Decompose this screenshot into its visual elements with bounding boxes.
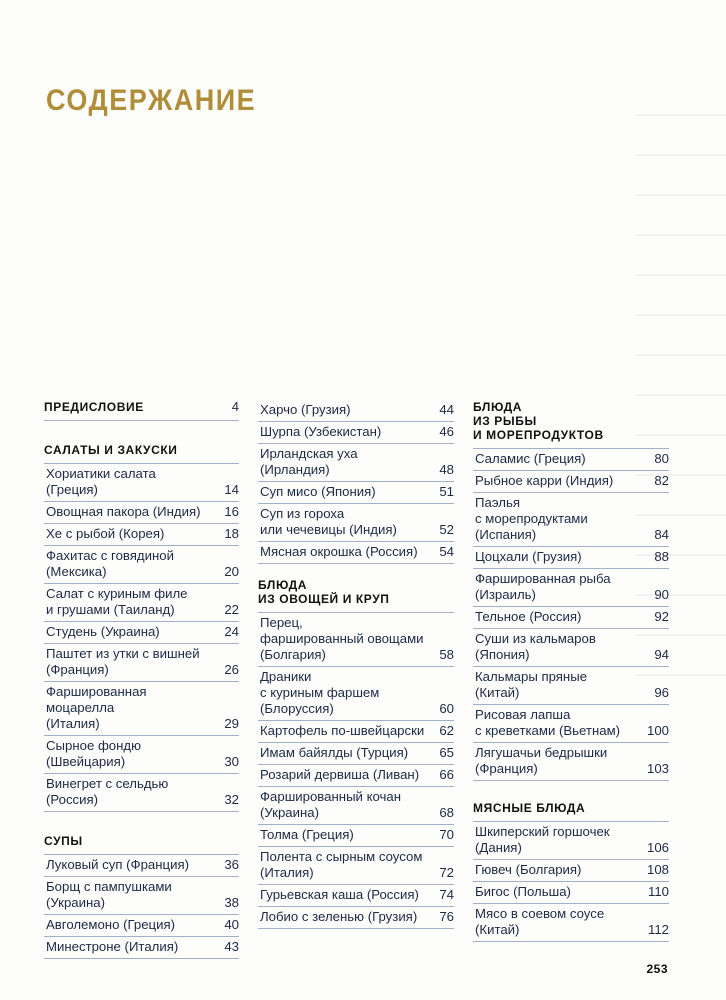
entry-title: Лягушачьи бедрышки (Франция): [475, 745, 608, 776]
entry-page-number: 22: [224, 602, 239, 617]
toc-entry[interactable]: [258, 613, 454, 667]
entry-page-number: 96: [654, 685, 669, 700]
entry-page-number: 112: [647, 922, 669, 937]
entry-page-number: 30: [224, 754, 239, 769]
entry-title: Студень (Украина): [46, 624, 160, 639]
toc-list-soups-continued: [258, 400, 454, 564]
toc-entry[interactable]: [44, 622, 239, 644]
entry-title: Авголемоно (Греция): [46, 917, 175, 932]
toc-entry[interactable]: [258, 825, 454, 847]
toc-entry[interactable]: [44, 644, 239, 682]
toc-entry[interactable]: [473, 822, 669, 860]
entry-title: Харчо (Грузия): [260, 402, 351, 417]
toc-entry[interactable]: [258, 482, 454, 504]
section-heading-soups: СУПЫ: [44, 834, 239, 855]
toc-entry[interactable]: [258, 542, 454, 564]
entry-page-number: 46: [439, 424, 454, 439]
entry-page-number: 32: [224, 792, 239, 807]
entry-page-number: 100: [646, 723, 669, 738]
entry-title: Имам байялды (Турция): [260, 745, 409, 760]
toc-entry[interactable]: [258, 444, 454, 482]
toc-entry[interactable]: [258, 422, 454, 444]
entry-page-number: 44: [439, 402, 454, 417]
entry-title: Перец, фаршированный овощами (Болгария): [260, 615, 424, 662]
section-heading-meat: МЯСНЫЕ БЛЮДА: [473, 801, 669, 822]
toc-entry[interactable]: [44, 855, 239, 877]
entry-page-number: 90: [654, 587, 669, 602]
entry-page-number: 54: [439, 544, 454, 559]
entry-title: Фаршированная моцарелла (Италия): [46, 684, 147, 731]
entry-page-number: 84: [654, 527, 669, 542]
toc-entry[interactable]: [44, 502, 239, 524]
toc-entry[interactable]: [473, 493, 669, 547]
toc-entry[interactable]: [473, 705, 669, 743]
toc-list-fish: [473, 449, 669, 781]
toc-entry[interactable]: [473, 607, 669, 629]
toc-entry[interactable]: [44, 584, 239, 622]
toc-entry[interactable]: [44, 736, 239, 774]
entry-page-number: 106: [646, 840, 669, 855]
toc-entry[interactable]: [258, 847, 454, 885]
entry-page-number: 70: [439, 827, 454, 842]
section-heading-preface[interactable]: [44, 400, 239, 421]
entry-title: Шкиперский горшочек (Дания): [475, 824, 610, 855]
toc-entry[interactable]: [473, 569, 669, 607]
page-title: СОДЕРЖАНИЕ: [46, 84, 257, 117]
entry-title: Толма (Греция): [260, 827, 354, 842]
entry-page-number: 60: [439, 701, 454, 716]
toc-entry[interactable]: [473, 667, 669, 705]
entry-title: Суп мисо (Япония): [260, 484, 376, 499]
toc-entry[interactable]: [44, 915, 239, 937]
entry-page-number: 24: [224, 624, 239, 639]
entry-title: Ирландская уха (Ирландия): [260, 446, 358, 477]
entry-page-number: 80: [654, 451, 669, 466]
entry-page-number: 26: [224, 662, 239, 677]
entry-title: Суши из кальмаров (Япония): [475, 631, 596, 662]
toc-column-3: [473, 400, 669, 942]
entry-page-number: 48: [439, 462, 454, 477]
toc-entry[interactable]: [44, 464, 239, 502]
toc-list-vegetables: [258, 613, 454, 929]
entry-page-number: 14: [224, 482, 239, 497]
entry-title: Картофель по-швейцарски: [260, 723, 425, 738]
entry-page-number: 43: [224, 939, 239, 954]
toc-entry[interactable]: [473, 882, 669, 904]
entry-title: Сырное фондю (Швейцария): [46, 738, 142, 769]
section-heading-fish: БЛЮДА ИЗ РЫБЫ И МОРЕПРОДУКТОВ: [473, 400, 669, 449]
page-number: 4: [231, 399, 239, 414]
entry-page-number: 72: [439, 865, 454, 880]
entry-page-number: 16: [224, 504, 239, 519]
entry-page-number: 40: [224, 917, 239, 932]
toc-entry[interactable]: [44, 524, 239, 546]
entry-page-number: 76: [439, 909, 454, 924]
entry-title: Овощная пакора (Индия): [46, 504, 201, 519]
toc-entry[interactable]: [44, 877, 239, 915]
entry-title: Фахитас с говядиной (Мексика): [46, 548, 174, 579]
section-heading-salads: САЛАТЫ И ЗАКУСКИ: [44, 443, 239, 464]
entry-title: Рыбное карри (Индия): [475, 473, 614, 488]
toc-entry[interactable]: [44, 774, 239, 812]
toc-list-salads: [44, 464, 239, 812]
toc-entry[interactable]: [44, 546, 239, 584]
toc-column-2: [258, 400, 454, 929]
section-heading-vegetables: БЛЮДА ИЗ ОВОЩЕЙ И КРУП: [258, 578, 454, 613]
entry-title: Шурпа (Узбекистан): [260, 424, 382, 439]
entry-title: Розарий дервиша (Ливан): [260, 767, 420, 782]
toc-entry[interactable]: [258, 743, 454, 765]
toc-entry[interactable]: [473, 471, 669, 493]
entry-title: Рисовая лапша с креветками (Вьетнам): [475, 707, 621, 738]
toc-entry[interactable]: [473, 449, 669, 471]
entry-title: Хориатики салата (Греция): [46, 466, 156, 497]
entry-title: Фаршированная рыба (Израиль): [475, 571, 611, 602]
toc-entry[interactable]: [44, 682, 239, 736]
entry-title: Фаршированный кочан (Украина): [260, 789, 402, 820]
entry-title: Минестроне (Италия): [46, 939, 179, 954]
entry-page-number: 108: [646, 862, 669, 877]
entry-page-number: 58: [439, 647, 454, 662]
entry-title: Кальмары пряные (Китай): [475, 669, 588, 700]
toc-column-1: [44, 400, 239, 959]
entry-title: Луковый суп (Франция): [46, 857, 189, 872]
entry-title: Лобио с зеленью (Грузия): [260, 909, 418, 924]
toc-list-soups: [44, 855, 239, 959]
entry-page-number: 62: [439, 723, 454, 738]
entry-page-number: 110: [647, 884, 669, 899]
toc-entry[interactable]: [44, 937, 239, 959]
toc-entry[interactable]: [473, 547, 669, 569]
entry-title: Тельное (Россия): [475, 609, 582, 624]
entry-title: Суп из гороха или чечевицы (Индия): [260, 506, 397, 537]
entry-title: Гурьевская каша (Россия): [260, 887, 419, 902]
toc-entry[interactable]: [473, 860, 669, 882]
entry-page-number: 52: [439, 522, 454, 537]
entry-title: Мясо в соевом соусе (Китай): [475, 906, 605, 937]
entry-page-number: 66: [439, 767, 454, 782]
entry-title: Гювеч (Болгария): [475, 862, 582, 877]
entry-title: Борщ с пампушками (Украина): [46, 879, 172, 910]
entry-page-number: 65: [439, 745, 454, 760]
entry-title: Саламис (Греция): [475, 451, 586, 466]
entry-page-number: 20: [224, 564, 239, 579]
entry-page-number: 74: [439, 887, 454, 902]
toc-entry[interactable]: [473, 743, 669, 781]
toc-entry[interactable]: [258, 400, 454, 422]
toc-entry[interactable]: [258, 504, 454, 542]
entry-title: Хе с рыбой (Корея): [46, 526, 165, 541]
entry-title: Паштет из утки с вишней (Франция): [46, 646, 200, 677]
entry-page-number: 92: [654, 609, 669, 624]
entry-title: Паэлья с морепродуктами (Испания): [475, 495, 588, 542]
entry-title: Мясная окрошка (Россия): [260, 544, 418, 559]
entry-page-number: 18: [224, 526, 239, 541]
entry-page-number: 88: [654, 549, 669, 564]
toc-entry[interactable]: [473, 629, 669, 667]
toc-entry[interactable]: [258, 907, 454, 929]
entry-title: Винегрет с сельдью (Россия): [46, 776, 169, 807]
entry-title: Бигос (Польша): [475, 884, 571, 899]
entry-page-number: 36: [224, 857, 239, 872]
toc-entry[interactable]: [258, 765, 454, 787]
entry-page-number: 38: [224, 895, 239, 910]
entry-page-number: 29: [224, 716, 239, 731]
entry-page-number: 82: [654, 473, 669, 488]
entry-page-number: 103: [646, 761, 669, 776]
toc-entry[interactable]: [258, 667, 454, 721]
section-heading-label: ПРЕДИСЛОВИЕ: [44, 400, 144, 414]
toc-list-meat: [473, 822, 669, 942]
entry-page-number: 51: [439, 484, 454, 499]
page-number-footer: 253: [646, 962, 668, 976]
toc-entry[interactable]: [473, 904, 669, 942]
toc-entry[interactable]: [258, 787, 454, 825]
entry-page-number: 94: [654, 647, 669, 662]
toc-entry[interactable]: [258, 721, 454, 743]
toc-entry[interactable]: [258, 885, 454, 907]
entry-title: Драники с куриным фаршем (Блоруссия): [260, 669, 380, 716]
entry-title: Полента с сырным соусом (Италия): [260, 849, 423, 880]
entry-title: Салат с куриным филе и грушами (Таиланд): [46, 586, 188, 617]
entry-title: Цоцхали (Грузия): [475, 549, 582, 564]
entry-page-number: 68: [439, 805, 454, 820]
